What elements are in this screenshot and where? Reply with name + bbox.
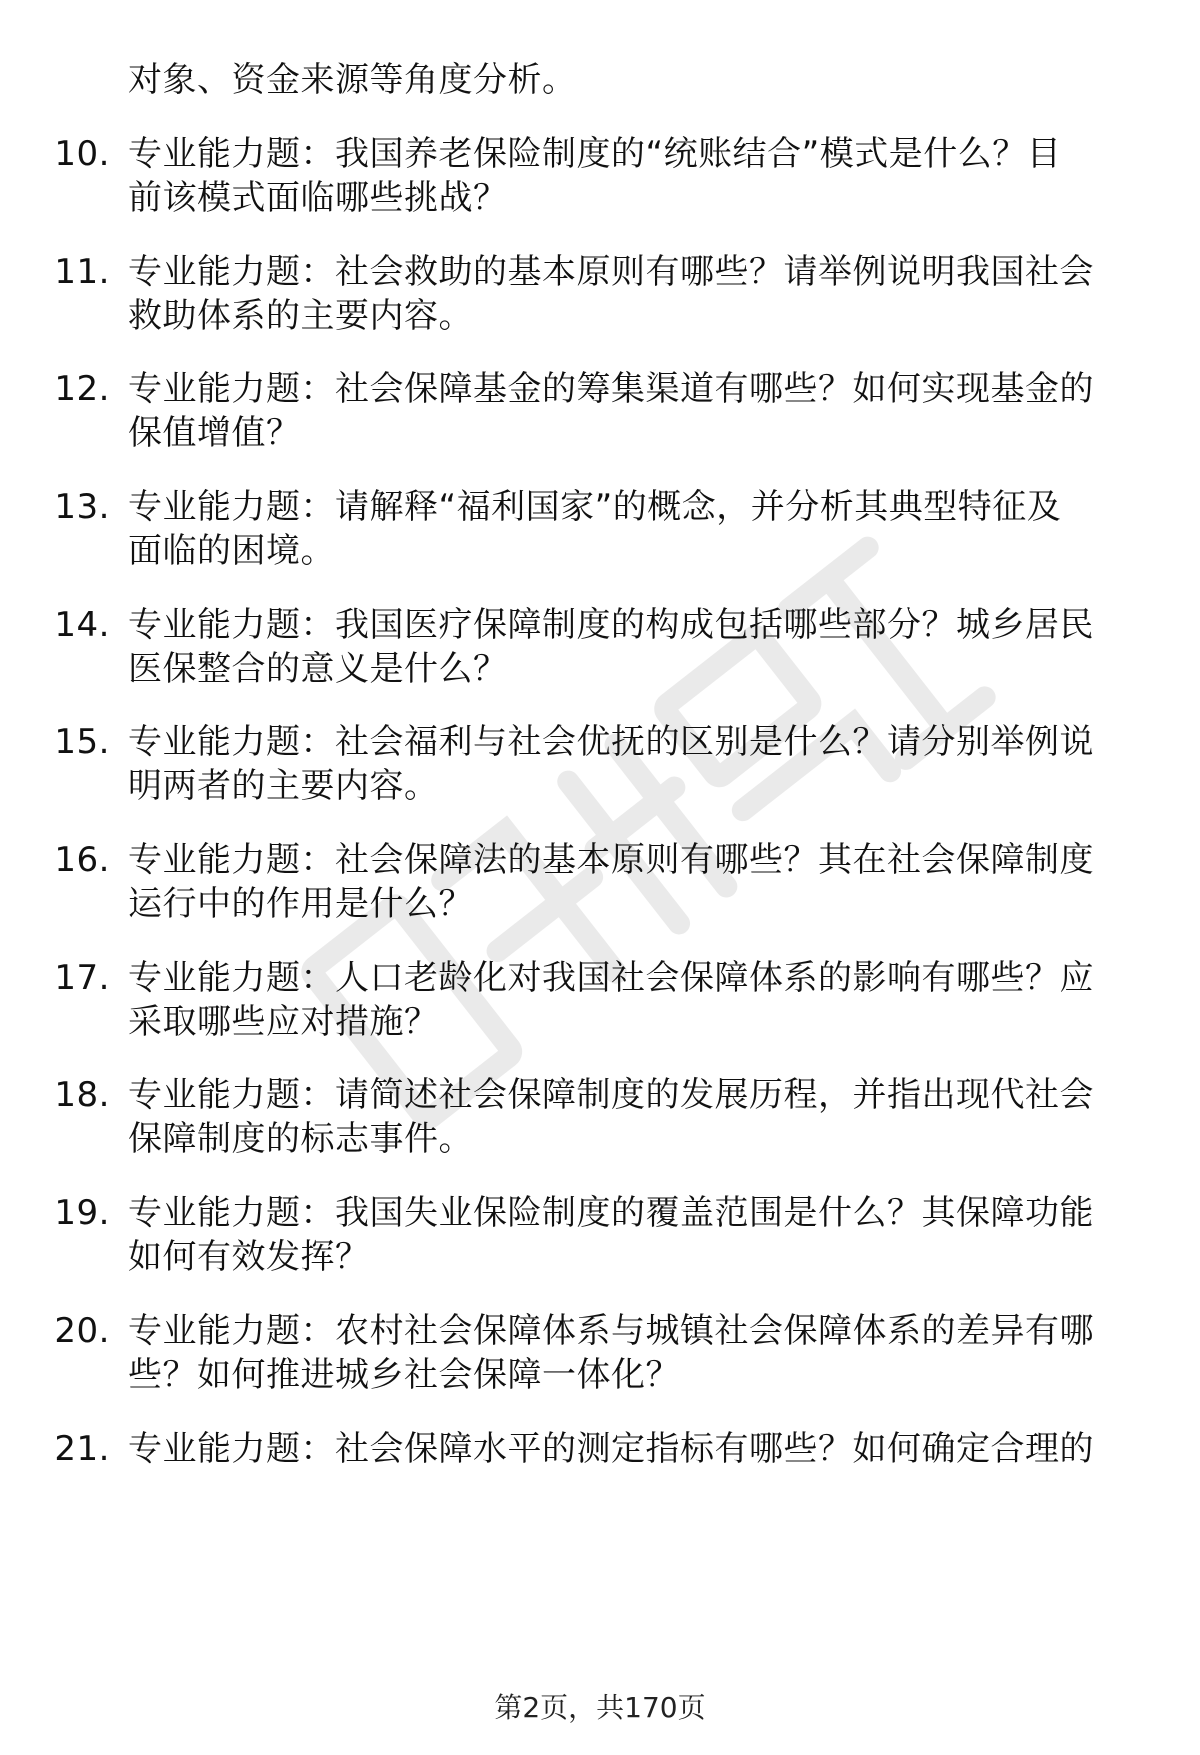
item-text-line2: 运行中的作用是什么？ — [128, 884, 473, 924]
item-text-line2: 采取哪些应对措施？ — [128, 1002, 439, 1042]
item-text-line2: 面临的困境。 — [128, 531, 335, 571]
item-text-line2: 救助体系的主要内容。 — [128, 296, 473, 336]
item-number: 21. — [54, 1429, 110, 1469]
item-number: 16. — [54, 840, 110, 880]
item-number: 13. — [54, 487, 110, 527]
item-text-line1: 专业能力题：我国失业保险制度的覆盖范围是什么？其保障功能 — [128, 1193, 1094, 1233]
item-text-line2: 医保整合的意义是什么？ — [128, 649, 508, 689]
item-number: 20. — [54, 1311, 110, 1351]
item-text-line1: 专业能力题：我国医疗保障制度的构成包括哪些部分？城乡居民 — [128, 605, 1094, 645]
item-text-line2: 保障制度的标志事件。 — [128, 1119, 473, 1159]
page-footer: 第2页，共170页 — [494, 1691, 706, 1724]
item-text-line2: 明两者的主要内容。 — [128, 766, 439, 806]
item-text-line2: 保值增值？ — [128, 413, 301, 453]
item-number: 14. — [54, 605, 110, 645]
item-text-line1: 专业能力题：请解释“福利国家”的概念，并分析其典型特征及 — [128, 487, 1062, 527]
item-number: 11. — [54, 252, 110, 292]
item-text-line1: 专业能力题：社会救助的基本原则有哪些？请举例说明我国社会 — [128, 252, 1094, 292]
item-text-line1: 专业能力题：人口老龄化对我国社会保障体系的影响有哪些？应 — [128, 958, 1094, 998]
item-text-line2: 如何有效发挥？ — [128, 1237, 370, 1277]
item-number: 19. — [54, 1193, 110, 1233]
continuation-text: 对象、资金来源等角度分析。 — [128, 60, 577, 100]
item-text-line2: 些？如何推进城乡社会保障一体化？ — [128, 1355, 680, 1395]
item-text-line1: 专业能力题：我国养老保险制度的“统账结合”模式是什么？目 — [128, 134, 1062, 174]
item-number: 15. — [54, 722, 110, 762]
item-number: 10. — [54, 134, 110, 174]
item-text-line1: 专业能力题：农村社会保障体系与城镇社会保障体系的差异有哪 — [128, 1311, 1094, 1351]
item-text-line1: 专业能力题：请简述社会保障制度的发展历程，并指出现代社会 — [128, 1075, 1094, 1115]
item-text-line2: 前该模式面临哪些挑战？ — [128, 178, 508, 218]
item-number: 17. — [54, 958, 110, 998]
item-text-line1: 专业能力题：社会保障基金的筹集渠道有哪些？如何实现基金的 — [128, 369, 1094, 409]
item-text-line1: 专业能力题：社会福利与社会优抚的区别是什么？请分别举例说 — [128, 722, 1094, 762]
item-text-line1: 专业能力题：社会保障水平的测定指标有哪些？如何确定合理的 — [128, 1429, 1094, 1469]
item-number: 12. — [54, 369, 110, 409]
item-text-line1: 专业能力题：社会保障法的基本原则有哪些？其在社会保障制度 — [128, 840, 1094, 880]
item-number: 18. — [54, 1075, 110, 1115]
